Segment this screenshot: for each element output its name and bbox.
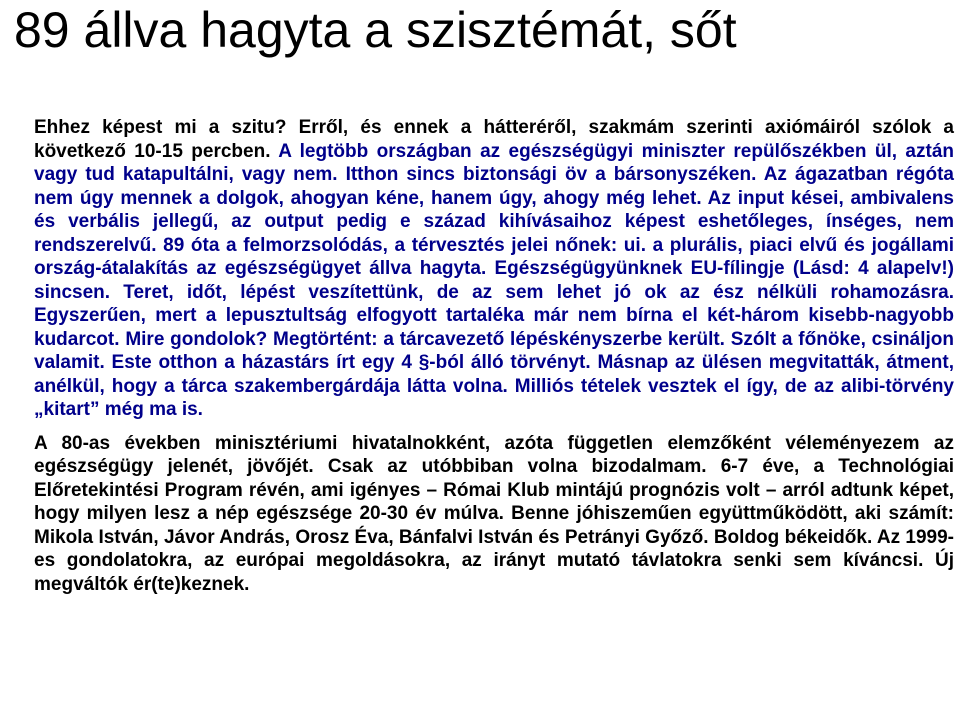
- slide-title: 89 állva hagyta a szisztémát, sőt: [14, 2, 737, 58]
- body-text-run: A legtöbb országban az egészségügyi miniszter repülőszékben ül, aztán vagy tud katapultálni, vagy nem. Itthon sincs biztonsági öv a bársonyszéken. Az ágazatban régóta nem úgy mennek a dolgok, ahogyan kéne, hanem úgy, ahogy még lehet. Az input kései, ambivalens és verbális jellegű, az output pedig e század kihívásaihoz képest eshetőleges, ínséges, nem rendszerelvű. 89 óta a felmorzsolódás, a térvesztés jelei nőnek: ui. a plurális, piaci elvű és jogállami ország-átalakítás az egészségügyet állva hagyta. Egészségügyünknek EU-fílingje (Lásd: 4 alapelv!) sincsen. Teret, időt, lépést veszítettünk, de az sem lehet jó ok az ész nélküli rohamozásra. Egyszerűen, mert a lepusztultság elfogyott tartaléka már nem bírna el két-három kisebb-nagyobb kudarcot. Mire gondolok? Megtörtént: a tárcavezető lépéskényszerbe került. Szólt a főnöke, csináljon valamit. Este otthon a házastárs írt egy 4 §-ból álló törvényt. Másnap az ülésen megvitatták, átment, anélkül, hogy a tárca szakembergárdája látta volna. Milliós tételek vesztek el így, de az alibi-törvény „kitart” még ma is.: [34, 140, 955, 420]
- body-paragraph: [34, 116, 954, 422]
- body-text-run: Ehhez képest mi a szitu? Erről, és ennek a hátteréről, szakmám szerinti axiómáiról szólok a következő 10-15 percben.: [34, 117, 954, 162]
- body-text-run: A 80-as években minisztériumi hivatalnokként, azóta független elemzőként véleményezem az egészségügy jelenét, jövőjét. Csak az utóbbiban volna bizodalmam. 6-7 éve, a Technológiai Előretekintési Program révén, ami igényes – Római Klub mintájú prognózis volt – arról adtunk képet, hogy milyen lesz a nép egészsége 20-30 év múlva. Benne jóhiszeműen együttműködött, aki számít: Mikola István, Jávor András, Orosz Éva, Bánfalvi István és Petrányi Győző. Boldog békeidők. Az 1999-es gondolatokra, az európai megoldásokra, az irányt mutató távlatokra senki sem kíváncsi. Új megváltók ér(te)keznek.: [34, 432, 954, 595]
- body-paragraph: [34, 432, 954, 597]
- slide-body: [34, 116, 954, 596]
